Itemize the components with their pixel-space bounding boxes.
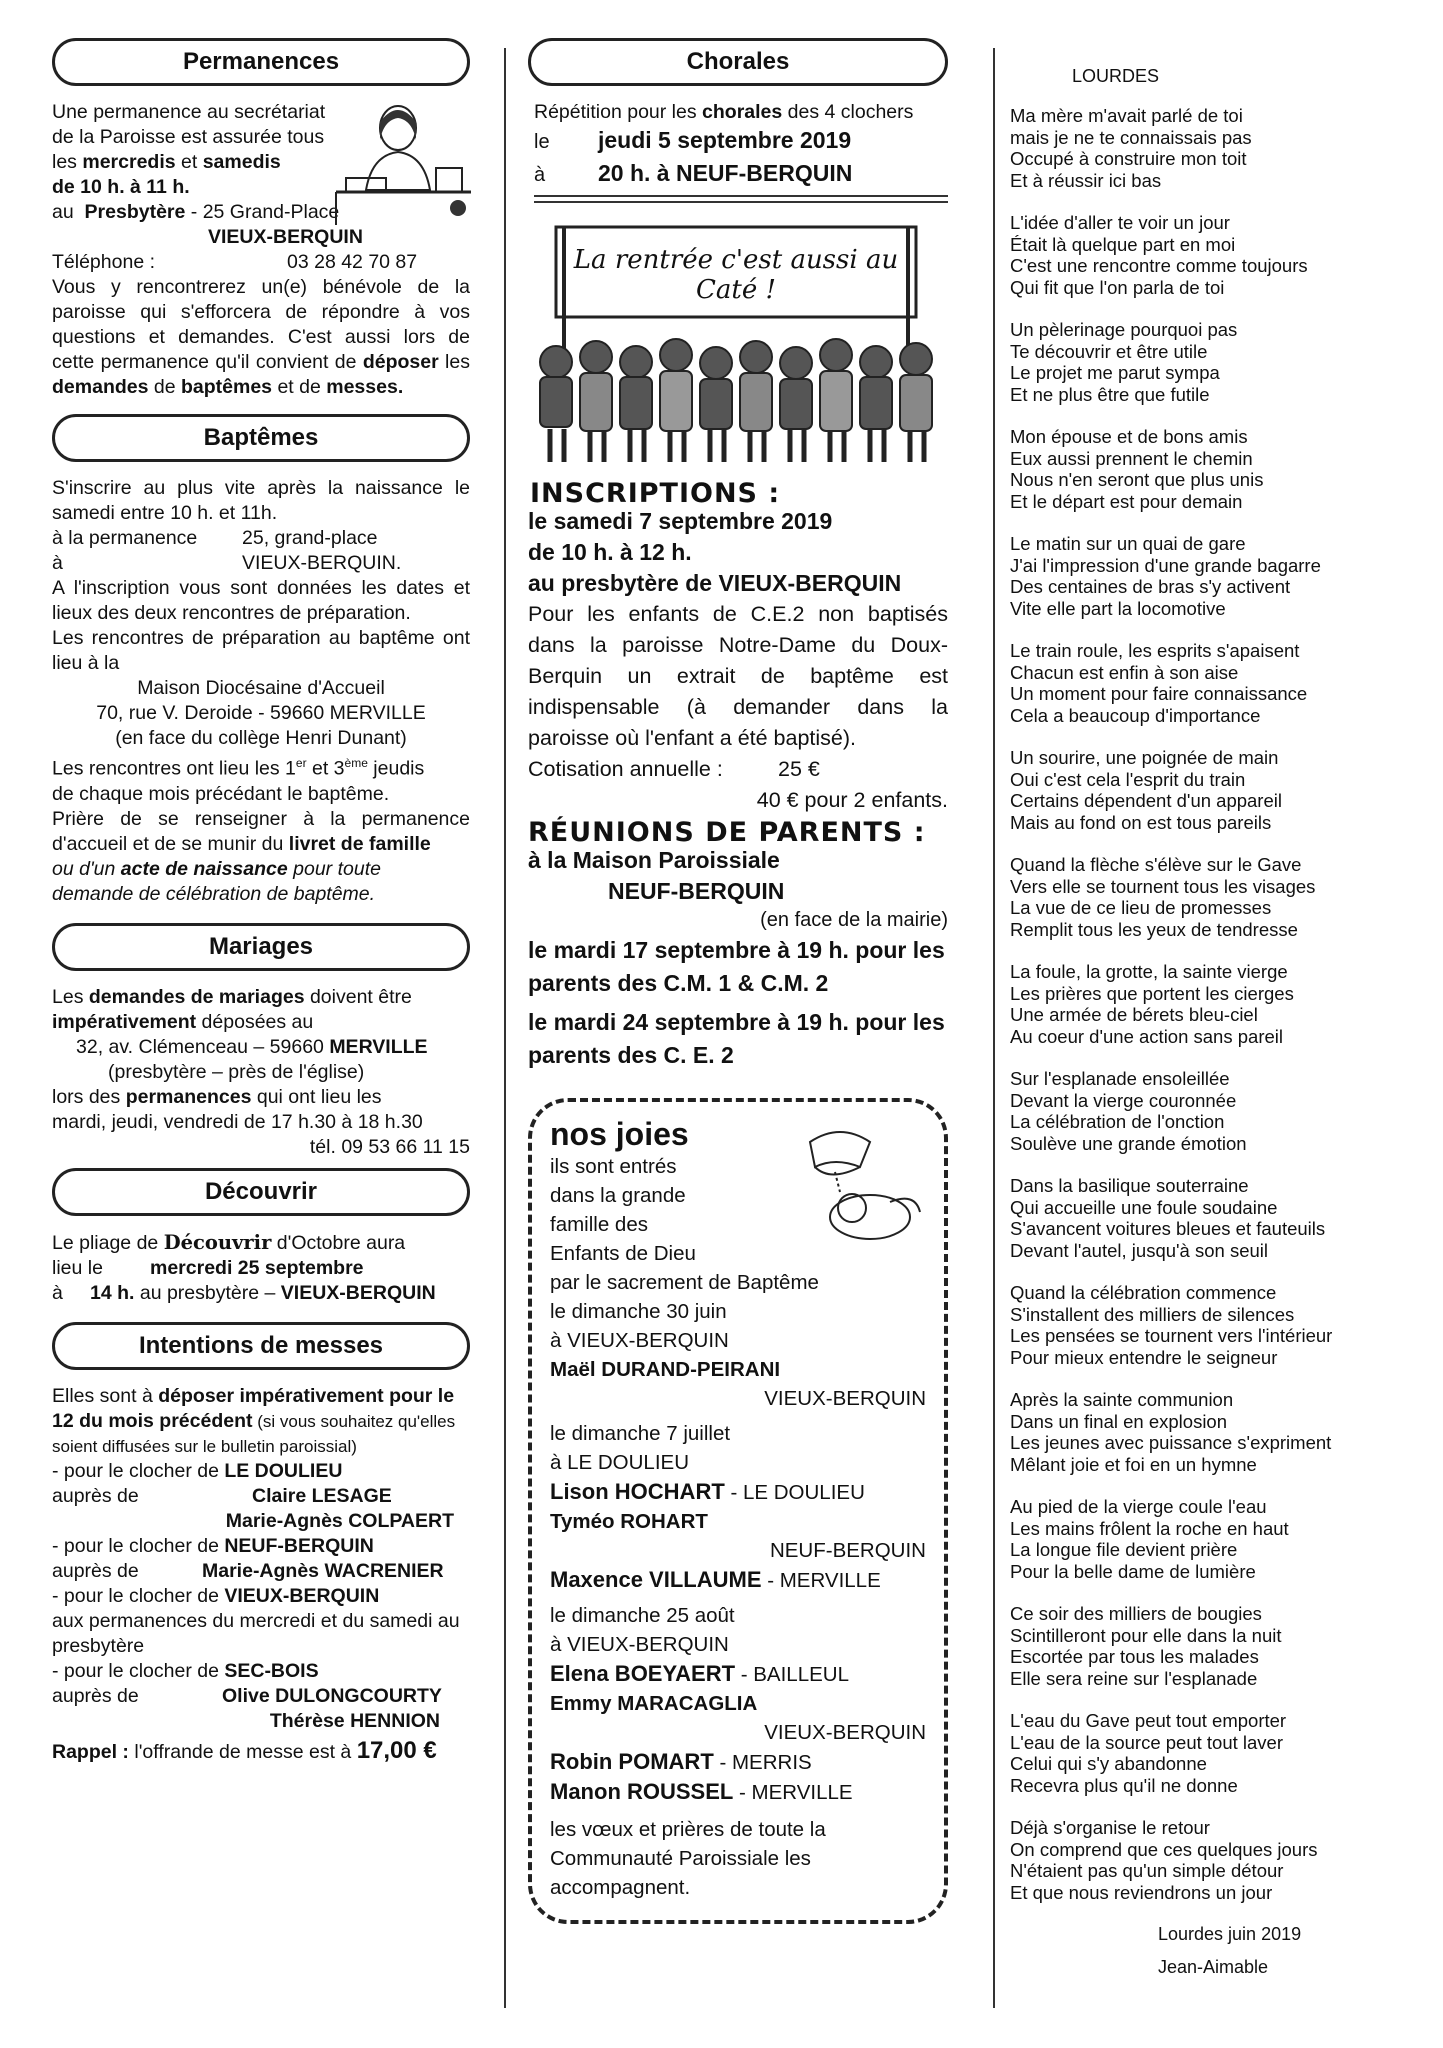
text: mercredis [82,151,176,173]
text: VIEUX-BERQUIN [224,1584,380,1607]
bapt-line-10: de chaque mois précédant le baptême. [52,782,390,805]
mar-line-2 [52,1010,470,1035]
column-divider-1 [504,48,506,2008]
poem-line: Et ne plus être que futile [1010,383,1210,405]
poem-line: Les pensées se tournent vers l'intérieur [1010,1325,1333,1346]
poem-line: Qui fit que l'on parla de toi [1010,276,1225,298]
text: VIEUX-BERQUIN [280,1281,436,1304]
text: doivent être [304,985,412,1008]
text: à [52,552,63,574]
poem-line: L'eau du Gave peut tout emporter [1010,1710,1287,1731]
child-row [550,1747,926,1777]
joies-intro-5: par le sacrement de Baptême [550,1271,819,1294]
text: les [438,351,470,373]
poem-line: Au coeur d'une action sans pareil [1010,1025,1283,1047]
poem-line: Escortée par tous les malades [1010,1646,1259,1667]
decouvrir-title: Découvrir [204,1177,318,1205]
chor-line-1 [528,100,948,125]
poem-line: Devant la vierge couronnée [1010,1089,1237,1111]
permanences-header [52,38,470,86]
int-neuf-who [52,1559,470,1584]
poem-line: Les mains frôlent la roche en haut [1010,1517,1289,1539]
poem-line: J'ai l'impression d'une grande bagarre [1010,554,1321,576]
text: Téléphone : [52,251,155,273]
poem-stanza [1010,854,1425,940]
joies-date-1: le dimanche 30 juin [550,1300,727,1323]
text: jeudis [367,757,425,780]
poem-line: C'est une rencontre comme toujours [1010,255,1308,276]
reu-line-5: le mardi 24 septembre à 19 h. pour les parents des C. E. 2 [528,1009,945,1068]
int-doulieu [52,1459,470,1484]
int-rappel [52,1738,470,1765]
poem-line: Certains dépendent d'un appareil [1010,790,1282,811]
text: demandes [52,376,149,398]
child-village: - BAILLEUL [735,1663,849,1686]
text: er [295,756,307,770]
poem-line: Des centaines de bras s'y activent [1010,576,1291,597]
text: Olive DULONGCOURTY [222,1684,442,1707]
text: ème [344,756,368,770]
chor-line-3 [528,158,948,191]
poem-line: Un moment pour faire connaissance [1010,683,1308,704]
bapt-line-4: A l'inscription vous sont données les dates et lieux des deux rencontres de préparation. [52,577,470,624]
poem-line: Oui c'est cela l'esprit du train [1010,768,1246,790]
poem-line: Dans la basilique souterraine [1010,1175,1249,1196]
joies-date-2: le dimanche 7 juillet [550,1422,731,1445]
mar-line-6: mardi, jeudi, vendredi de 17 h.30 à 18 h.30 [52,1110,423,1133]
text: - pour le clocher de [52,1459,225,1482]
chorales-title: Chorales [686,48,790,75]
poem-line: Le train roule, les esprits s'apaisent [1010,640,1300,661]
poem-line: La vue de ce lieu de promesses [1010,897,1272,918]
baptism-illustration [790,1112,930,1252]
text: et 3 [306,757,345,780]
child-name: Robin POMART [550,1749,714,1774]
int-intro [52,1384,470,1459]
text: d'Octobre aura [271,1231,406,1254]
int-vieux [52,1584,470,1609]
text: (si vous souhaitez qu'elles soient diffusées sur le bulletin paroissial) [52,1411,456,1456]
reunions-section [528,817,948,1072]
int-vieux-who: aux permanences du mercredi et du samedi au presbytère [52,1609,460,1657]
poem-line: Quand la flèche s'élève sur le Gave [1010,854,1302,875]
poem-line: Pour mieux entendre le seigneur [1010,1346,1278,1368]
poem-line: Occupé à construire mon toit [1010,148,1247,169]
int-doulieu-who [52,1484,470,1509]
text: ou d'un [52,857,121,880]
chorales-section [528,100,948,203]
mar-line-3 [52,1035,470,1060]
child-village: VIEUX-BERQUIN [764,1721,926,1744]
text: déposées au [196,1010,314,1033]
text: Cotisation annuelle : [528,757,723,781]
joies-intro-4: Enfants de Dieu [550,1242,696,1265]
text: et de [272,376,327,398]
intentions-section [52,1384,470,1765]
poem-line: mais je ne te connaissais pas [1010,126,1252,148]
text: 25, grand-place [242,527,378,549]
bapt-line-1: S'inscrire au plus vite après la naissance le samedi entre 10 h. et 11h. [52,477,470,524]
text: messes. [326,376,404,398]
text: auprès de [52,1559,139,1582]
text: lors des [52,1085,126,1108]
permanences-title: Permanences [182,48,340,75]
text: LE DOULIEU [224,1459,343,1482]
poem-line: Mon épouse et de bons amis [1010,426,1248,447]
poem-line: S'avancent voitures bleues et fauteuils [1010,1218,1326,1239]
nos-joies-box [528,1098,948,1924]
text: Elles sont à [52,1384,159,1407]
poem-line: Un pèlerinage pourquoi pas [1010,319,1238,340]
text: l'offrande de messe est à [128,1740,357,1763]
text: et [175,151,203,173]
banner-text: La rentrée c'est aussi au Caté ! [573,245,899,305]
text: mercredi 25 septembre [150,1256,364,1279]
poem-line: Et à réussir ici bas [1010,169,1162,191]
poem-line: Scintilleront pour elle dans la nuit [1010,1624,1282,1646]
child-village: - MERVILLE [733,1781,853,1804]
child-name: Maël DURAND-PEIRANI [550,1358,781,1381]
child-village: NEUF-BERQUIN [769,1539,926,1562]
cate-banner [536,217,936,467]
poem-line: Vers elle se tournent tous les visages [1010,875,1316,897]
poem-line: Était là quelque part en moi [1010,233,1236,255]
child-name: Elena BOEYAERT [550,1661,736,1686]
bapt-facing: (en face du collège Henri Dunant) [115,727,407,749]
int-neuf [52,1534,470,1559]
poem-line: Pour la belle dame de lumière [1010,1560,1256,1582]
text: Prière de se renseigner à la permanence d'accueil et de se munir du [52,807,470,855]
perm-line-1: Une permanence au secrétariat [52,101,326,123]
child-name: Manon ROUSSEL [550,1779,734,1804]
poem-line: Mêlant joie et foi en un hymne [1010,1453,1257,1475]
poem-stanza [1010,105,1425,191]
poem-line: Vite elle part la locomotive [1010,597,1226,619]
middle-column [528,38,948,1924]
poem-line: Celui qui s'y abandonne [1010,1753,1207,1774]
joies-date-3: le dimanche 25 août [550,1604,735,1627]
poem-line: Recevra plus qu'il ne donne [1010,1774,1238,1796]
text: Rappel : [52,1740,129,1763]
child-village: - LE DOULIEU [724,1481,865,1504]
separator-line [534,195,948,203]
int-sec [52,1659,470,1684]
joies-intro-1: ils sont entrés [550,1155,677,1178]
poem-stanza [1010,426,1425,512]
text: à la permanence [52,527,198,549]
bapt-line-11 [52,807,470,857]
bapt-line-2 [52,526,470,551]
poem-line: Le matin sur un quai de gare [1010,533,1246,554]
baptemes-section [52,476,470,907]
poem-stanza [1010,1710,1425,1796]
poem-line: Te découvrir et être utile [1010,340,1208,362]
child-row [550,1777,926,1807]
perm-body [52,275,470,400]
text: 20 h. à NEUF-BERQUIN [598,160,853,186]
poem-line: La foule, la grotte, la sainte vierge [1010,961,1288,982]
poem-stanza [1010,1175,1425,1261]
poem-line: Le projet me parut sympa [1010,362,1220,383]
text: 32, av. Clémenceau – 59660 [76,1035,330,1058]
text: au [52,201,74,223]
bapt-line-12 [52,857,470,882]
dec-line-3 [52,1281,470,1306]
reu-line-4: le mardi 17 septembre à 19 h. pour les parents des C.M. 1 & C.M. 2 [528,937,945,996]
child-village: - MERRIS [713,1751,812,1774]
text: 25 € [778,757,820,781]
poem-stanza [1010,640,1425,726]
secretary-illustration [326,100,476,230]
poem-stanza [1010,1389,1425,1475]
text: acte de naissance [120,857,288,880]
bapt-maison: Maison Diocésaine d'Accueil [137,677,385,699]
text: chorales [702,101,783,123]
poem-line: On comprend que ces quelques jours [1010,1838,1318,1860]
poem-line: Elle sera reine sur l'esplanade [1010,1667,1258,1689]
text: VIEUX-BERQUIN. [242,552,402,574]
text: permanences [125,1085,252,1108]
text: auprès de [52,1684,139,1707]
text: - 25 Grand-Place [185,201,340,223]
poem-line: Remplit tous les yeux de tendresse [1010,918,1298,940]
child-row [550,1659,926,1689]
poem-stanza [1010,319,1425,405]
poem-line: Déjà s'organise le retour [1010,1817,1210,1838]
reunions-title: RÉUNIONS DE PARENTS : [528,817,926,848]
text: au presbytère – [134,1281,281,1304]
poem-line: Eux aussi prennent le chemin [1010,447,1253,469]
poem-line: Une armée de bérets bleu-ciel [1010,1004,1258,1025]
joies-place-1: à VIEUX-BERQUIN [550,1329,729,1352]
joies-place-2: à LE DOULIEU [550,1451,689,1474]
child-row [550,1477,926,1507]
text: déposer impérativement pour le 12 du mois précédent [52,1384,455,1432]
bapt-line-13: demande de célébration de baptême. [52,882,376,905]
poem-line: Mais au fond on est tous pareils [1010,811,1272,833]
decouvrir-section [52,1230,470,1306]
text: des 4 clochers [782,101,914,123]
insc-fee [528,754,948,785]
mariages-header [52,923,470,971]
poem-line: Nous n'en seront que plus unis [1010,469,1264,490]
joies-place-3: à VIEUX-BERQUIN [550,1633,729,1656]
decouvrir-logo-text: Découvrir [163,1230,272,1254]
joies-outro: les vœux et prières de toute la Communauté Paroissiale les accompagnent. [550,1818,826,1899]
text: NEUF-BERQUIN [224,1534,374,1557]
poem-stanza [1010,212,1425,298]
int-sec-who [52,1684,470,1709]
reu-line-1: à la Maison Paroissiale [528,847,780,873]
poem-line: Sur l'esplanade ensoleillée [1010,1068,1230,1089]
insc-place: au presbytère de VIEUX-BERQUIN [528,570,902,596]
mass-price: 17,00 € [356,1736,437,1764]
child-name: Lison HOCHART [550,1479,725,1504]
poem-line: Les jeunes avec puissance s'expriment [1010,1432,1332,1453]
poem-line: Quand la célébration commence [1010,1282,1277,1303]
poem-date: Lourdes juin 2019 [1158,1924,1302,1944]
text: déposer [362,351,439,373]
text: impérativement [52,1010,197,1033]
poem-stanza [1010,747,1425,833]
decouvrir-header [52,1168,470,1216]
poem-line: Devant l'autel, jusqu'à son seuil [1010,1239,1268,1261]
mariages-title: Mariages [208,932,314,960]
text: Les [52,985,89,1008]
left-column [52,38,470,1765]
poem-line: Dans un final en explosion [1010,1410,1228,1432]
bapt-address: 70, rue V. Deroide - 59660 MERVILLE [96,702,426,724]
poem-line: Un sourire, une poignée de main [1010,747,1279,768]
poem-line: Au pied de la vierge coule l'eau [1010,1496,1267,1517]
text: samedis [202,151,281,173]
bapt-line-3 [52,551,470,576]
chor-line-2 [528,125,948,158]
perm-town: VIEUX-BERQUIN [208,226,363,248]
poem-line: L'eau de la source peut tout laver [1010,1731,1283,1753]
insc-body: Pour les enfants de C.E.2 non baptisés dans la paroisse Notre-Dame du Doux-Berquin un extrait de baptême est indispensable (à demander dans la paroisse où l'enfant a été baptisé). [528,602,948,750]
text: baptêmes [180,376,273,398]
text: à [534,164,546,186]
text: Presbytère [84,201,186,223]
text: livret de famille [288,832,431,855]
joies-intro-2: dans la grande [550,1184,686,1207]
poem-line: Ce soir des milliers de bougies [1010,1603,1262,1624]
inscriptions-section [528,478,948,816]
text: jeudi 5 septembre 2019 [598,127,852,153]
bapt-line-5: Les rencontres de préparation au baptême ont lieu à la [52,627,470,674]
child-name: Maxence VILLAUME [550,1567,762,1592]
int-sec-who2: Thérèse HENNION [269,1709,440,1732]
insc-date: le samedi 7 septembre 2019 [528,508,833,534]
text: lieu le [52,1256,103,1279]
perm-line-2: de la Paroisse est assurée tous [52,126,325,148]
poem-line: Après la sainte communion [1010,1389,1234,1410]
insc-fee2: 40 € pour 2 enfants. [756,788,948,812]
int-doulieu-who2: Marie-Agnès COLPAERT [225,1509,454,1532]
reu-line-3: (en face de la mairie) [760,909,948,931]
poem-stanza [1010,961,1425,1047]
poem-line: Et le départ est pour demain [1010,490,1243,512]
poem-stanza [1010,1282,1425,1368]
mar-line-4: (presbytère – près de l'église) [108,1060,365,1083]
poem-line: Soulève une grande émotion [1010,1132,1247,1154]
mar-phone: tél. 09 53 66 11 15 [309,1135,470,1158]
mariages-section [52,985,470,1160]
poem-stanza [1010,1603,1425,1689]
permanences-section [52,100,470,400]
poem-stanza [1010,1068,1425,1154]
poem-line: Ma mère m'avait parlé de toi [1010,105,1243,126]
poem-line: Les prières que portent les cierges [1010,982,1294,1004]
poem-body [1010,105,1425,1903]
poem-line: Cela a beaucoup d'importance [1010,704,1261,726]
child-name: Tyméo ROHART [550,1510,708,1533]
poem-title: LOURDES [1072,66,1160,86]
poem-stanza [1010,533,1425,619]
mar-line-1 [52,985,470,1010]
poem-line: N'étaient pas qu'un simple détour [1010,1860,1284,1881]
text: de [148,376,181,398]
poem-stanza [1010,1817,1425,1903]
intentions-header [52,1322,470,1370]
text: les [52,151,83,173]
text: le [534,131,550,153]
text: qui ont lieu les [251,1085,382,1108]
perm-phone [52,250,470,275]
poem-author: Jean-Aimable [1158,1957,1269,1977]
inscriptions-title: INSCRIPTIONS : [530,478,781,509]
poem-line: La célébration de l'onction [1010,1111,1225,1132]
bapt-line-9 [52,751,470,782]
text: - pour le clocher de [52,1534,225,1557]
column-divider-2 [993,48,995,2008]
text: - pour le clocher de [52,1659,225,1682]
perm-hours: de 10 h. à 11 h. [52,176,190,198]
text: Claire LESAGE [252,1484,392,1507]
poem-line: S'installent des milliers de silences [1010,1303,1295,1325]
text: Répétition pour les [534,101,703,123]
text: SEC-BOIS [224,1659,319,1682]
phone-number: 03 28 42 70 87 [287,251,418,273]
baptemes-header [52,414,470,462]
text: auprès de [52,1484,139,1507]
mar-line-5 [52,1085,470,1110]
poem-line: Chacun est enfin à son aise [1010,661,1239,683]
child-village: - MERVILLE [761,1569,881,1592]
poem-line: Qui accueille une foule soudaine [1010,1196,1278,1218]
poem-stanza [1010,1496,1425,1582]
text: à [52,1281,63,1304]
reu-line-2: NEUF-BERQUIN [608,878,785,904]
text: 14 h. [90,1281,135,1304]
poem-line: La longue file devient prière [1010,1539,1238,1560]
right-column [1010,66,1425,1978]
child-name: Emmy MARACAGLIA [550,1692,758,1715]
child-village: VIEUX-BERQUIN [764,1387,926,1410]
poem-line: Et que nous reviendrons un jour [1010,1881,1273,1903]
text: Les rencontres ont lieu les 1 [52,757,296,780]
dec-line-2 [52,1256,470,1281]
joies-title: nos joies [550,1116,689,1152]
child-row [550,1565,926,1595]
poem-line: L'idée d'aller te voir un jour [1010,212,1230,233]
text: Vous y rencontrerez un(e) bénévole de la paroisse qui s'efforcera de répondre à vos questions et demandes. C'est aussi lors de cette permanence qu'il convient de [52,276,470,373]
text: MERVILLE [329,1035,428,1058]
chorales-header [528,38,948,86]
baptemes-title: Baptêmes [203,424,319,451]
insc-hours: de 10 h. à 12 h. [528,539,692,565]
text: Marie-Agnès WACRENIER [202,1559,444,1582]
intentions-title: Intentions de messes [138,1331,384,1359]
text: demandes de mariages [88,985,305,1008]
dec-line-1 [52,1230,470,1256]
text: Le pliage de [52,1231,164,1254]
text: - pour le clocher de [52,1584,225,1607]
text: pour toute [287,857,381,880]
joies-intro-3: famille des [550,1213,648,1236]
